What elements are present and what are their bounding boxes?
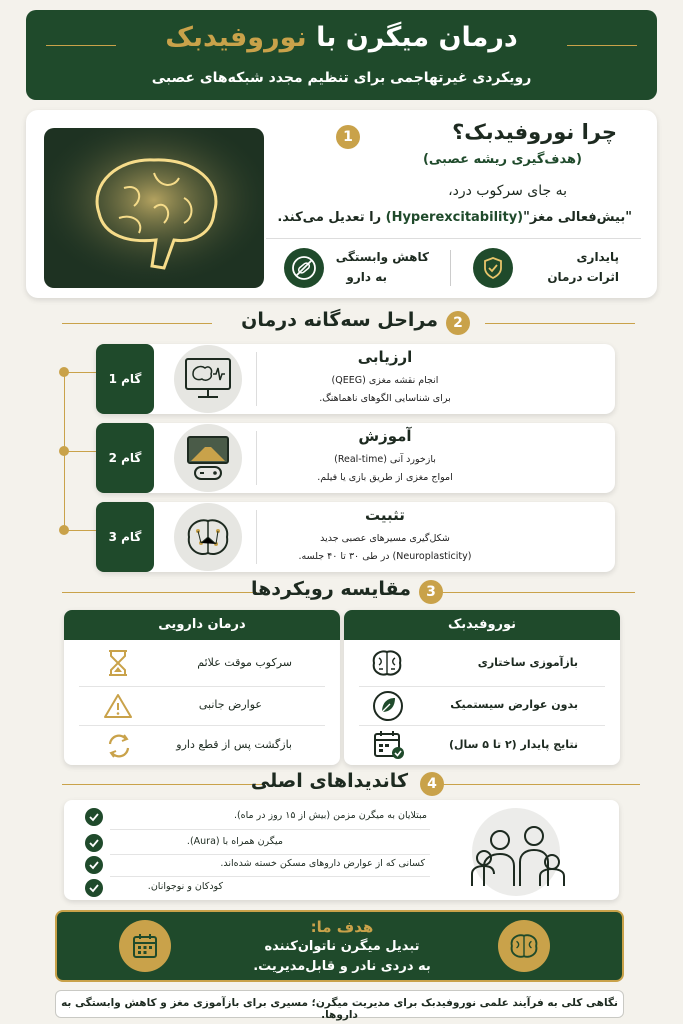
timeline-connector-1 [68, 372, 96, 373]
goal-title: هدف ما: [310, 918, 374, 936]
leaf-icon [372, 690, 404, 726]
calendar-check-icon [372, 729, 406, 765]
step-title-1: ارزیابی [357, 348, 413, 366]
step-line2-2: امواج مغزی از طریق بازی یا فیلم. [317, 472, 453, 483]
line2-english: (Hyperexcitability) [385, 210, 524, 225]
section2-left-line [62, 323, 212, 324]
candidate-divider-1 [110, 829, 430, 830]
benefits-separator [450, 250, 451, 286]
benefit2-line2: به دارو [346, 270, 387, 284]
neurofeedback-row-3: نتایج پایدار (۲ تا ۵ سال) [448, 738, 578, 751]
candidate-divider-2 [110, 854, 430, 855]
section4-title: کاندیداهای اصلی [250, 770, 408, 792]
benefit1-line1: پایداری [576, 250, 619, 264]
neurofeedback-row-1: بازآموزی ساختاری [477, 656, 578, 669]
check-icon-3 [85, 856, 103, 874]
candidate-item-1: مبتلایان به میگرن مزمن (بیش از ۱۵ روز در ماه). [233, 810, 427, 821]
neurofeedback-divider-1 [359, 686, 605, 687]
medication-row-3: بازگشت پس از قطع دارو [176, 738, 292, 751]
step-tab-2: گام 2 [96, 423, 154, 493]
section4-left-line [62, 784, 262, 785]
section2-right-line [485, 323, 635, 324]
timeline-connector-2 [68, 451, 96, 452]
goal-line2: به دردی نادر و قابل‌مدیریت. [253, 959, 431, 974]
section2-title: مراحل سه‌گانه درمان [241, 309, 438, 331]
relapse-cycle-icon [104, 731, 134, 765]
medication-row-1: سرکوب موقت علائم [197, 656, 292, 669]
step-line1-2: بازخورد آنی (Real-time) [334, 454, 436, 465]
calendar-icon [119, 920, 171, 972]
section1-title: چرا نوروفیدبک؟ [452, 120, 617, 144]
section1-card [26, 110, 657, 298]
warning-icon [102, 692, 134, 724]
page-subtitle: رویکردی غیرتهاجمی برای تنظیم مجدد شبکه‌های عصبی [151, 70, 532, 86]
family-icon [454, 806, 579, 902]
goal-brain-icon [498, 920, 550, 972]
medication-row-2: عوارض جانبی [198, 698, 262, 711]
footer-text: نگاهی کلی به فرآیند علمی نوروفیدبک برای مدیریت میگرن؛ مسیری برای بازآموزی مغز و کاهش وابستگی به داروها. [61, 997, 618, 1021]
step-divider-1 [256, 352, 257, 406]
section4-number: 4 [420, 772, 444, 796]
timeline-connector-3 [68, 530, 96, 531]
benefit1-line2: اثرات درمان [547, 270, 619, 284]
check-icon-4 [85, 879, 103, 897]
page-title [26, 22, 657, 53]
step-line2-3: (Neuroplasticity) در طی ۳۰ تا ۴۰ جلسه. [298, 551, 472, 562]
header-banner [26, 10, 657, 100]
section1-line1: به جای سرکوب درد، [448, 183, 567, 199]
neurofeedback-divider-2 [359, 725, 605, 726]
eeg-monitor-icon [174, 345, 242, 413]
candidate-item-3: کسانی که از عوارض داروهای مسکن خسته شده‌اند. [220, 858, 425, 869]
candidate-item-4: کودکان و نوجوانان. [147, 881, 223, 892]
section1-number: 1 [336, 125, 360, 149]
candidate-divider-3 [110, 876, 430, 877]
candidate-item-2: میگرن همراه با (Aura). [186, 836, 283, 847]
neurofeedback-table [344, 610, 620, 765]
step-line1-3: شکل‌گیری مسیرهای عصبی جدید [320, 533, 450, 544]
section3-right-line [440, 592, 635, 593]
game-screen-icon [174, 424, 242, 492]
step-divider-2 [256, 431, 257, 485]
neural-brain-icon [174, 503, 242, 571]
neurofeedback-header: نوروفیدبک [344, 610, 620, 640]
shield-check-icon [473, 248, 513, 288]
brain-outline-icon [370, 648, 404, 682]
goal-line1: تبدیل میگرن ناتوان‌کننده [264, 939, 420, 954]
line2-suffix: را تعدیل می‌کند. [277, 210, 386, 225]
page-title-part2: نوروفیدبک [165, 22, 307, 53]
section4-right-line [440, 784, 640, 785]
step-title-3: تثبیت [365, 506, 405, 524]
step-title-2: آموزش [358, 427, 412, 445]
medication-divider-2 [79, 725, 325, 726]
step-tab-3: گام 3 [96, 502, 154, 572]
check-icon-1 [85, 808, 103, 826]
hourglass-icon [104, 648, 132, 682]
glowing-brain-icon [44, 128, 264, 288]
step-divider-3 [256, 510, 257, 564]
medication-divider-1 [79, 686, 325, 687]
goal-banner [55, 910, 624, 982]
section1-divider [266, 238, 641, 239]
section3-left-line [62, 592, 257, 593]
benefit2-line1: کاهش وابستگی [335, 250, 429, 264]
section3-number: 3 [419, 580, 443, 604]
medication-header: درمان دارویی [64, 610, 340, 640]
page-title-part1: درمان میگرن با [306, 22, 518, 53]
neurofeedback-row-2: بدون عوارض سیستمیک [450, 698, 578, 711]
medication-table [64, 610, 340, 765]
step-line1-1: انجام نقشه مغزی (QEEG) [331, 375, 439, 386]
section2-number: 2 [446, 311, 470, 335]
section3-title: مقایسه رویکردها [251, 578, 411, 600]
line2-prefix: "بیش‌فعالی مغز" [523, 210, 632, 225]
no-pill-icon [284, 248, 324, 288]
check-icon-2 [85, 834, 103, 852]
step-tab-1: گام 1 [96, 344, 154, 414]
section1-subtitle: (هدف‌گیری ریشه عصبی) [422, 152, 582, 167]
step-line2-1: برای شناسایی الگوهای ناهماهنگ. [319, 393, 451, 404]
section1-line2 [277, 210, 632, 225]
